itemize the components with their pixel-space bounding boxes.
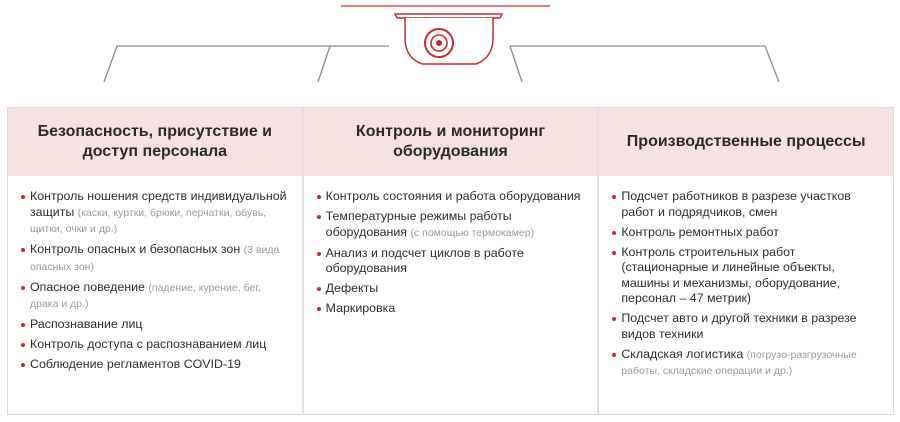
equipment-list (326, 189, 588, 317)
connector-left (104, 46, 389, 82)
list-item: Соблюдение регламентов COVID-19 (30, 357, 292, 373)
list-item: Маркировка (326, 301, 588, 317)
column-safety (8, 108, 302, 414)
list-item: Распознавание лиц (30, 317, 292, 333)
list-item: Подсчет работников в разрезе участков работ и подрядчиков, смен (621, 189, 883, 220)
list-item: Контроль строительных работ (стационарные и линейные объекты, машины и механизмы, оборудование, персонал – 47 метрик) (621, 245, 883, 307)
production-list (621, 189, 883, 380)
list-item: Контроль доступа с распознаванием лиц (30, 337, 292, 353)
category-columns (7, 107, 894, 415)
connector-lines (0, 0, 900, 120)
column-title-safety: Безопасность, присутствие и доступ персонала (8, 108, 302, 176)
list-item: Контроль состояния и работа оборудования (326, 189, 588, 205)
security-camera-icon (341, 6, 550, 64)
connector-left-inner (318, 46, 330, 82)
list-item: Анализ и подсчет циклов в работе оборудования (326, 246, 588, 277)
safety-list (30, 189, 292, 373)
list-item: Подсчет авто и другой техники в разрезе видов техники (621, 311, 883, 342)
list-item: Опасное поведение (падение, курение, бег, драка и др.) (30, 280, 292, 313)
list-item: Дефекты (326, 281, 588, 297)
column-equipment (302, 108, 598, 414)
connector-right (510, 46, 779, 82)
list-item: Контроль опасных и безопасных зон (3 вида опасных зон) (30, 242, 292, 275)
column-title-production: Производственные процессы (599, 108, 893, 176)
column-production (597, 108, 893, 414)
list-item: Складская логистика (погрузо-разгрузочные работы, складские операции и др.) (621, 347, 883, 380)
column-title-equipment: Контроль и мониторинг оборудования (304, 108, 598, 176)
connector-mid (510, 46, 522, 82)
list-item: Контроль ремонтных работ (621, 225, 883, 241)
list-item: Температурные режимы работы оборудования (с помощью термокамер) (326, 209, 588, 241)
list-item: Контроль ношения средств индивидуальной защиты (каски, куртки, брюки, перчатки, обувь, щитки, очки и др.) (30, 189, 292, 238)
